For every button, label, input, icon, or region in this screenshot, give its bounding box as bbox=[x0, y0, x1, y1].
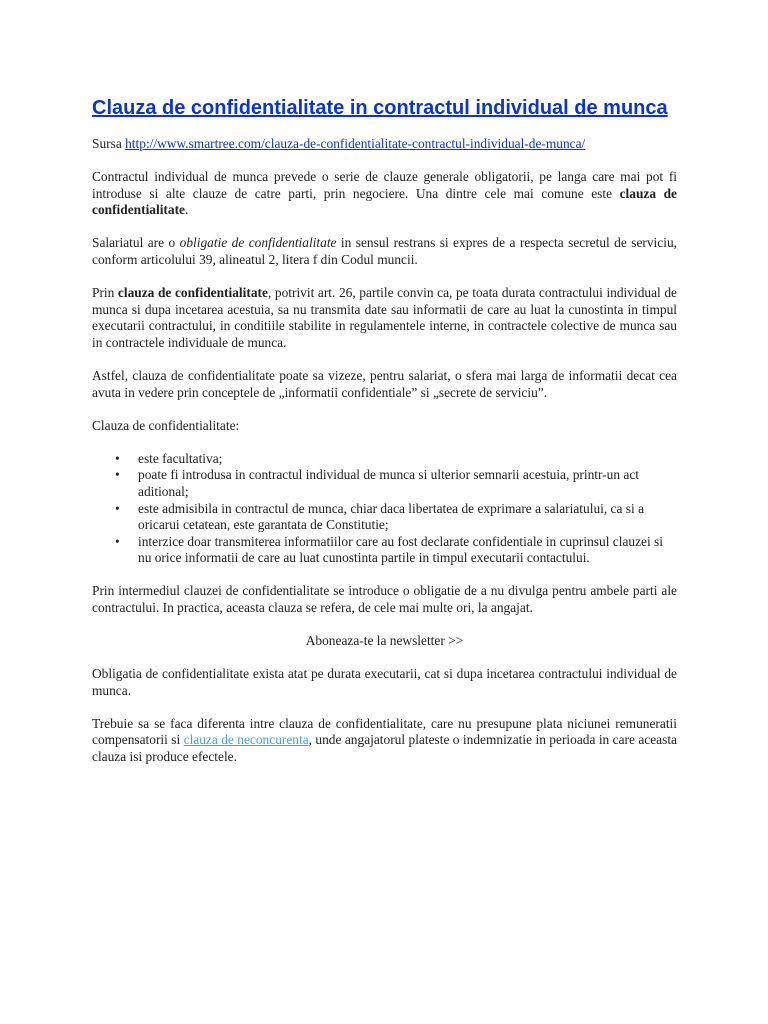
paragraph-difference bbox=[92, 716, 677, 766]
paragraph-duration: Obligatia de confidentialitate exista atat pe durata executarii, cat si dupa incetarea contractului individual de munca. bbox=[92, 666, 677, 698]
paragraph-scope: Astfel, clauza de confidentialitate poate sa vizeze, pentru salariat, o sfera mai larga de informatii decat cea avuta in vedere prin conceptele de „informatii confidentiale” si „secrete de serviciu”. bbox=[92, 367, 677, 400]
paragraph-obligation-italic: obligatie de confidentialitate bbox=[179, 235, 337, 251]
paragraph-definition-bold: clauza de confidentialitate bbox=[117, 285, 268, 301]
newsletter-link[interactable]: Aboneaza-te la newsletter >> bbox=[305, 633, 464, 649]
paragraph-difference-start: Trebuie sa se faca diferenta intre clauza de confidentialitate, care nu presupune plata niciunei remuneratii compensatorii si bbox=[92, 715, 677, 748]
list-item-text: poate fi introdusa in contractul individual de munca si ulterior semnarii acestuia, printr-un act aditional; bbox=[138, 467, 639, 499]
paragraph-obligation bbox=[92, 235, 677, 268]
paragraph-intro-bold: clauza de confidentialitate bbox=[92, 185, 677, 218]
list-item bbox=[115, 450, 677, 468]
paragraph-obligation-end: in sensul restrans si expres de a respecta secretul de serviciu, conform articolului 39, alineatul 2, litera f din Codul muncii. bbox=[92, 235, 677, 267]
source-paragraph bbox=[92, 136, 677, 153]
source-label: Sursa bbox=[92, 136, 126, 151]
title-link[interactable]: Clauza de confidentialitate in contractul individual de munca bbox=[92, 97, 668, 119]
clause-list bbox=[92, 451, 677, 567]
paragraph-definition bbox=[92, 285, 677, 351]
noncompete-link[interactable]: clauza de neconcurenta bbox=[183, 732, 309, 748]
list-item-text: interzice doar transmiterea informatiilor care au fost declarate confidentiale in cuprinsul clauzei si nu orice informatii de care au luat cunostinta partile in timpul executarii contactului. bbox=[138, 533, 663, 566]
paragraph-obligation-start: Salariatul are o bbox=[92, 235, 180, 251]
list-item-text: este facultativa; bbox=[138, 450, 223, 466]
bullet-icon: • bbox=[115, 500, 120, 516]
paragraph-intro-text: Contractul individual de munca prevede o serie de clauze generale obligatorii, pe langa care mai pot fi introduse si alte clauze de catre parti, prin negociere. Una dintre cele mai comune este bbox=[92, 169, 677, 201]
list-intro: Clauza de confidentialitate: bbox=[92, 417, 240, 433]
page-title bbox=[92, 96, 677, 120]
document-page bbox=[92, 96, 677, 782]
paragraph-intro bbox=[92, 169, 677, 219]
paragraph-difference-end: , unde angajatorul plateste o indemnizatie in perioada in care aceasta clauza isi produce efectele. bbox=[92, 732, 677, 765]
bullet-icon: • bbox=[115, 467, 120, 483]
bullet-icon: • bbox=[115, 533, 120, 549]
list-item-text: este admisibila in contractul de munca, chiar daca libertatea de exprimare a salariatului, ca si a oricarui cetatean, este garantata de Constitutie; bbox=[138, 500, 645, 533]
list-item bbox=[115, 500, 677, 534]
paragraph-definition-end: , potrivit art. 26, partile convin ca, pe toata durata contractului individual de munca si dupa incetarea acestuia, sa nu transmita date sau informatii de care au luat la cunostinta in timpul executarii contractului, in conditiile stabilite in regulamentele interne, in contractele colective de munca sau in contractele individuale de munca. bbox=[92, 285, 677, 350]
paragraph-definition-start: Prin bbox=[92, 285, 118, 301]
paragraph-intro-end: . bbox=[184, 202, 189, 218]
list-item bbox=[115, 533, 677, 567]
list-item bbox=[115, 467, 677, 500]
paragraph-intermediate: Prin intermediul clauzei de confidentialitate se introduce o obligatie de a nu divulga pentru ambele parti ale contractului. In practica, aceasta clauza se refera, de cele mai multe ori, la angajat. bbox=[92, 583, 677, 615]
bullet-icon: • bbox=[115, 450, 120, 466]
source-link[interactable]: http://www.smartree.com/clauza-de-confidentialitate-contractul-individual-de-munca/ bbox=[125, 136, 586, 151]
